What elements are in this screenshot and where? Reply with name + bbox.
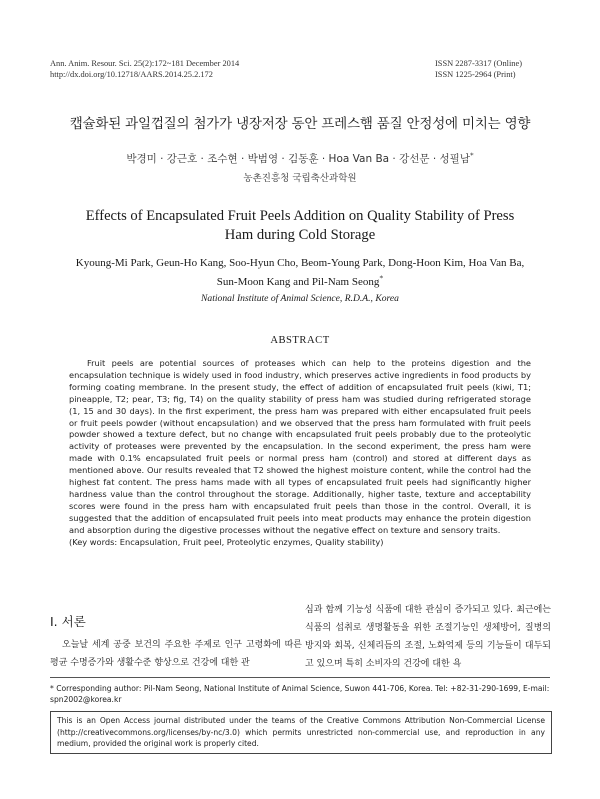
section-heading-introduction: Ⅰ. 서론 [50, 614, 86, 629]
intro-left-column [50, 636, 302, 672]
korean-author-list: 박경미 · 강근호 · 조수현 · 박범영 · 김동훈 · Hoa Van Ba · 강선문 · 성필남 [126, 153, 470, 165]
doi-line[interactable]: http://dx.doi.org/10.12718/AARS.2014.25.2.172 [50, 70, 213, 79]
issn-online: ISSN 2287-3317 (Online) [435, 59, 523, 68]
footnote-divider [50, 677, 550, 678]
corresponding-author-footnote [50, 683, 552, 705]
license-notice-box [50, 711, 552, 754]
english-title: Effects of Encapsulated Fruit Peels Addition on Quality Stability of Press Ham during Cold Storage [85, 208, 515, 243]
intro-right-column [305, 601, 551, 673]
license-text: This is an Open Access journal distributed under the teams of the Creative Commons Attribution Non-Commercial License (http://creativecommons.org/licenses/by-nc/3.0) which permits unrestricted non-commercial use, and reproduction in any medium, provided the original work is properly cited. [57, 716, 545, 748]
corresponding-author-text: * Corresponding author: Pil-Nam Seong, National Institute of Animal Science, Suwon 441-706, Korea. Tel: +82-31-290-1699, E-mail: spn2002@korea.kr [50, 684, 550, 704]
korean-affiliation: 농촌진흥청 국립축산과학원 [243, 173, 357, 184]
corresponding-mark: * [379, 273, 384, 283]
korean-title: 캡슐화된 과일껍질의 첨가가 냉장저장 동안 프레스햄 품질 안정성에 미치는 영향 [69, 116, 531, 132]
abstract-heading: ABSTRACT [270, 335, 330, 346]
corresponding-mark: * [469, 150, 474, 160]
english-author-list: Kyoung-Mi Park, Geun-Ho Kang, Soo-Hyun Cho, Beom-Young Park, Dong-Hoon Kim, Hoa Van Ba, Sun-Moon Kang and Pil-Nam Seong [75, 257, 525, 288]
intro-right-paragraph: 심과 함께 기능성 식품에 대한 관심이 증가되고 있다. 최근에는 식품의 섭취로 생명활동을 위한 조절기능인 생체방어, 질병의 방지와 회복, 신체리듬의 조절, 노화억제 등의 기능들이 대두되고 있으며 특히 소비자의 건강에 대한 욕 [305, 605, 551, 669]
english-authors [65, 254, 535, 292]
intro-left-paragraph: 오늘날 세계 공중 보건의 주요한 주제로 인구 고령화에 따른 평균 수명증가와 생활수준 향상으로 건강에 대한 관 [50, 640, 302, 668]
issn-block [435, 58, 522, 80]
abstract-keywords: (Key words: Encapsulation, Fruit peel, Proteolytic enzymes, Quality stability) [69, 536, 384, 547]
journal-line: Ann. Anim. Resour. Sci. 25(2):172~181 December 2014 [50, 59, 240, 68]
english-affiliation: National Institute of Animal Science, R.D.A., Korea [201, 293, 399, 304]
abstract-text: Fruit peels are potential sources of proteases which can help to the proteins digestion and the encapsulation technique is widely used in food industry, which preserves active ingredients in food products by forming coating membrane. In the present study, the effect of addition of encapsulated fruit peels (kiwi, T1; pineapple, T2; pear, T3; fig, T4) on the quality stability of press ham was studied during refrigerated storage (1, 15 and 30 days). In the first experiment, the press ham was prepared with either encapsulated fruit peels or fruit peels powder (without encapsulation) and we observed that the press ham formulated with fruit peels powder showed a texture defect, but no change with encapsulated fruit peels probably due to the proteolytic activity of proteases were prevented by the encapsulation. In the second experiment, the press ham were made with 0.1% encapsulated fruit peels or normal press ham (control) and stored at different days as mentioned above. Our results revealed that T2 showed the highest moisture content, while the control had the highest fat content. The press hams made with all types of encapsulated fruit peels had significantly higher hardness value than the control throughout the storage. Additionally, higher taste, texture and acceptability scores were found in the press ham with encapsulated fruit peels than those in the control. Overall, it is suggested that the addition of encapsulated fruit peels into meat products may enhance the protein digestion and absorption during the digestive processes without the negative effect on texture and sensory traits. [69, 358, 531, 535]
issn-print: ISSN 1225-2964 (Print) [435, 70, 516, 79]
korean-authors [0, 151, 600, 166]
journal-citation [50, 58, 239, 80]
abstract-body [69, 358, 531, 549]
